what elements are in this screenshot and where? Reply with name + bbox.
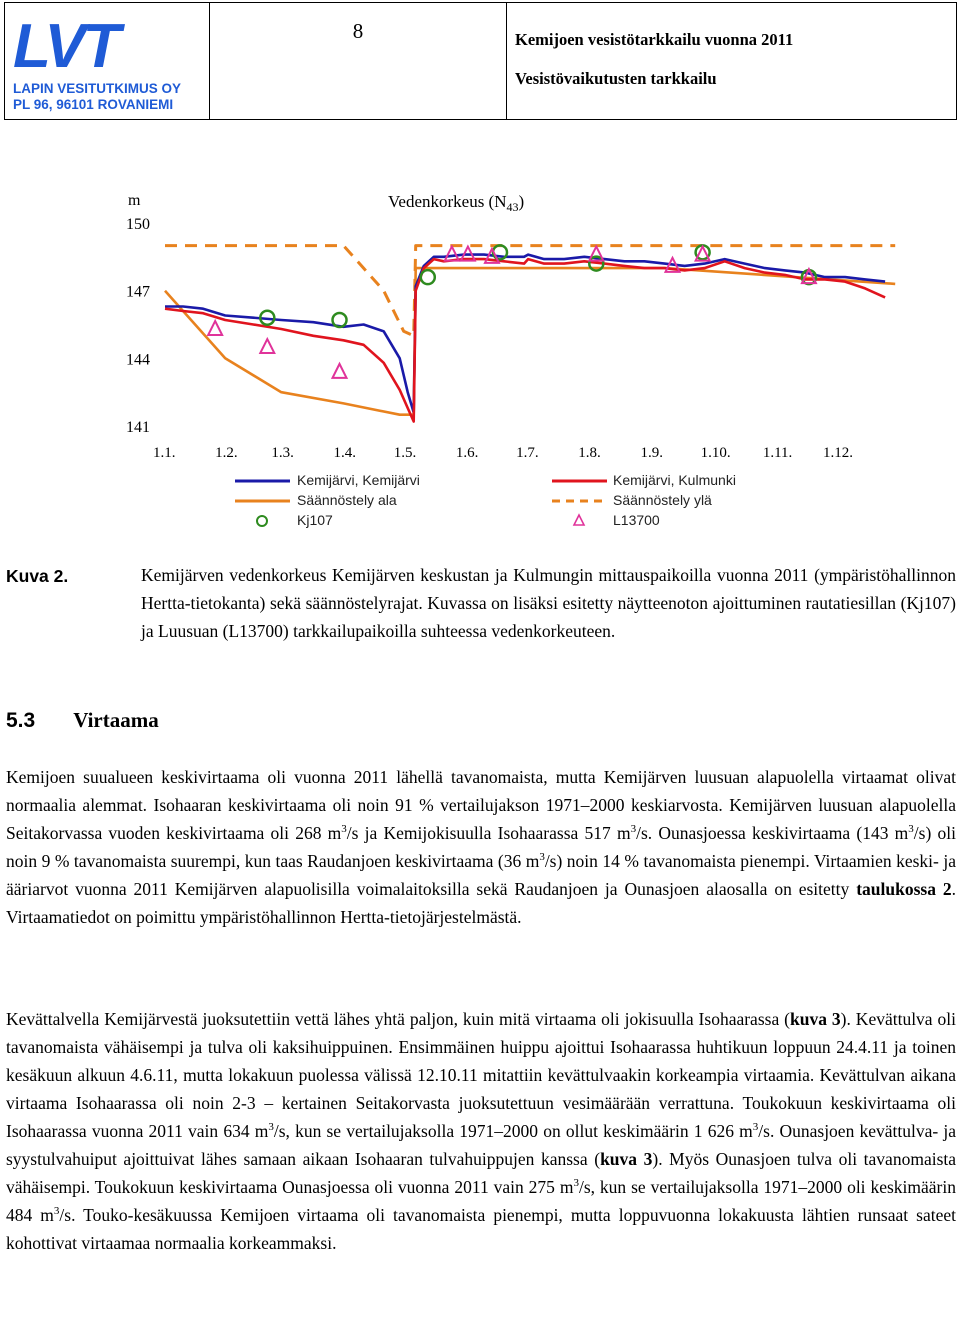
legend-symbol-l13700 — [574, 515, 584, 525]
x-tick-label: 1.11. — [762, 445, 793, 461]
paragraph-flow-summary: Kemijoen suualueen keskivirtaama oli vuonna 2011 lähellä tavanomaista, mutta Kemijärven luusuan alapuolella virtaamat olivat normaalia alemmat. Isohaaran keskivirtaama oli noin 91 % vertailujakson 1971–2000 keskiarvosta. Kemijärven luusuan alapuolella Seitakorvassa vuoden keskivirtaama oli 268 $m^3/s$ ja Kemijokisuulla Isohaarassa 517 $m^3/s$. Ounasjoessa keskivirtaama (143 $m^3/s$) oli noin 9 % tavanomaista suurempi, kun taas Raudanjoen keskivirtaama (36 $m^3/s$) noin 14 % tavanomaista pienempi. Virtaamien keski- ja ääriarvot vuonna 2011 Kemijärven alapuolisilla voimalaitoksilla sekä Raudanjoen ja Ounasjoen alaosalla on esitetty taulukossa 2. Virtaamatiedot on poimittu ympäristöhallinnon Hertta-tietojärjestelmästä. — [6, 767, 956, 927]
lvt-logo: LVT — [13, 12, 118, 81]
doc-subtitle: Vesistövaikutusten tarkkailu — [515, 69, 717, 88]
figure-reference: kuva 3 — [600, 1149, 653, 1169]
l13700-marker — [445, 247, 459, 261]
legend-symbols — [235, 481, 607, 526]
series-line — [165, 255, 885, 413]
legend-kj107: Kj107 — [297, 512, 333, 528]
section-heading — [6, 708, 159, 733]
x-tick-label: 1.12. — [823, 445, 853, 461]
y-tick-label: 144 — [126, 351, 150, 369]
legend-saannostely-yla: Säännöstely ylä — [613, 492, 712, 508]
y-tick-label: 141 — [126, 419, 150, 436]
section-number: 5.3 — [6, 709, 36, 732]
water-level-chart — [0, 180, 960, 540]
x-tick-label: 1.2. — [215, 445, 238, 461]
x-tick-label: 1.6. — [455, 445, 479, 461]
org-name: LAPIN VESITUTKIMUS OY — [13, 81, 182, 96]
x-tick-label: 1.1. — [153, 445, 176, 461]
chart-title: Vedenkorkeus $(N_{43})$ — [388, 192, 525, 214]
legend-symbol-kj107 — [257, 516, 267, 526]
x-tick-labels — [153, 445, 853, 461]
x-tick-label: 1.5. — [393, 445, 417, 461]
x-tick-label: 1.7. — [516, 445, 539, 461]
legend-l13700: L13700 — [613, 512, 660, 528]
paragraph-spring-flood: Kevättalvella Kemijärvestä juoksutettiin vettä lähes yhtä paljon, kuin mitä virtaama oli jokisuulla Isohaarassa (kuva 3). Kevättulva oli tavanomaista vähäisempi ja tulva oli kaksihuippuinen. Ensimmäinen huippu ajoittui Isohaarassa huhtikuun loppuun 24.4.11 ja toinen kesäkuun alkuun 4.6.11, mutta lokakuun puolessa välissä 12.10.11 mitattiin kevättulvaakin korkeampia virtaamia. Kevättulvan aikana virtaama Isohaarassa oli noin 2-3 – kertainen Seitakorvasta juoksutettuun vesimäärään verrattuna. Toukokuun keskivirtaama oli Isohaarassa vuonna 2011 vain 634 $m^3/s$, kun se vertailujaksolla 1971–2000 on ollut keskimäärin 1 626 $m^3/s$. Ounasjoen kevättulva- ja syystulvahuiput ajoittuivat lähes samaan aikaan Isohaaran tulvahuippujen kanssa (kuva 3). Myös Ounasjoen tulva oli tavanomaista vähäisempi. Toukokuun keskivirtaama Ounasjoessa oli vuonna 2011 vain 275 $m^3/s$, kun se vertailujaksolla 1971–2000 oli keskimäärin 484 $m^3/s$. Touko-kesäkuussa Kemijoen virtaama oli tavanomaista pienempi, mutta loppuvuonna lokakuusta lähtien runsaat sateet kohottivat virtaamaa normaalia korkeammaksi. — [6, 1009, 957, 1253]
l13700-marker — [208, 321, 222, 335]
y-tick-label: 147 — [126, 283, 150, 301]
chart-series — [165, 246, 895, 422]
x-tick-label: 1.9. — [640, 445, 663, 461]
logo-block — [5, 3, 210, 120]
series-line — [165, 268, 895, 415]
l13700-marker — [333, 364, 347, 378]
page-header — [4, 2, 957, 120]
y-axis-label: m — [128, 192, 141, 209]
table-reference: taulukossa 2 — [856, 879, 952, 899]
legend-saannostely-ala: Säännöstely ala — [297, 492, 397, 508]
figure-caption: Kemijärven vedenkorkeus Kemijärven keskustan ja Kulmungin mittauspaikoilla vuonna 2011 (ympäristöhallinnon Hertta-tietokanta) sekä säännöstelyrajat. Kuvassa on lisäksi esitetty näytteenoton ajoittuminen rautatiesillan (Kj107) ja Luusuan (L13700) tarkkailupaikoilla suhteessa vedenkorkeuteen. — [141, 565, 956, 641]
chart-canvas — [0, 180, 960, 540]
x-tick-label: 1.8. — [578, 445, 601, 461]
legend-kulmunki: Kemijärvi, Kulmunki — [613, 472, 736, 488]
doc-title: Kemijoen vesistötarkkailu vuonna 2011 — [515, 30, 794, 49]
kj107-marker — [421, 270, 435, 284]
x-tick-label: 1.10. — [700, 445, 731, 461]
figure-reference: kuva 3 — [789, 1009, 841, 1029]
page-number: 8 — [210, 3, 507, 120]
chart-markers — [208, 245, 816, 378]
series-line — [165, 259, 885, 421]
org-address: PL 96, 96101 ROVANIEMI — [13, 97, 174, 112]
x-tick-label: 1.3. — [271, 445, 294, 461]
l13700-marker — [260, 339, 274, 353]
x-tick-label: 1.4. — [333, 445, 357, 461]
y-tick-labels — [126, 216, 150, 436]
section-title: Virtaama — [73, 708, 159, 732]
doc-title-block — [507, 3, 957, 120]
legend-kemijarvi: Kemijärvi, Kemijärvi — [297, 472, 420, 488]
figure-label: Kuva 2. — [6, 566, 69, 586]
y-tick-label: 150 — [126, 216, 150, 233]
